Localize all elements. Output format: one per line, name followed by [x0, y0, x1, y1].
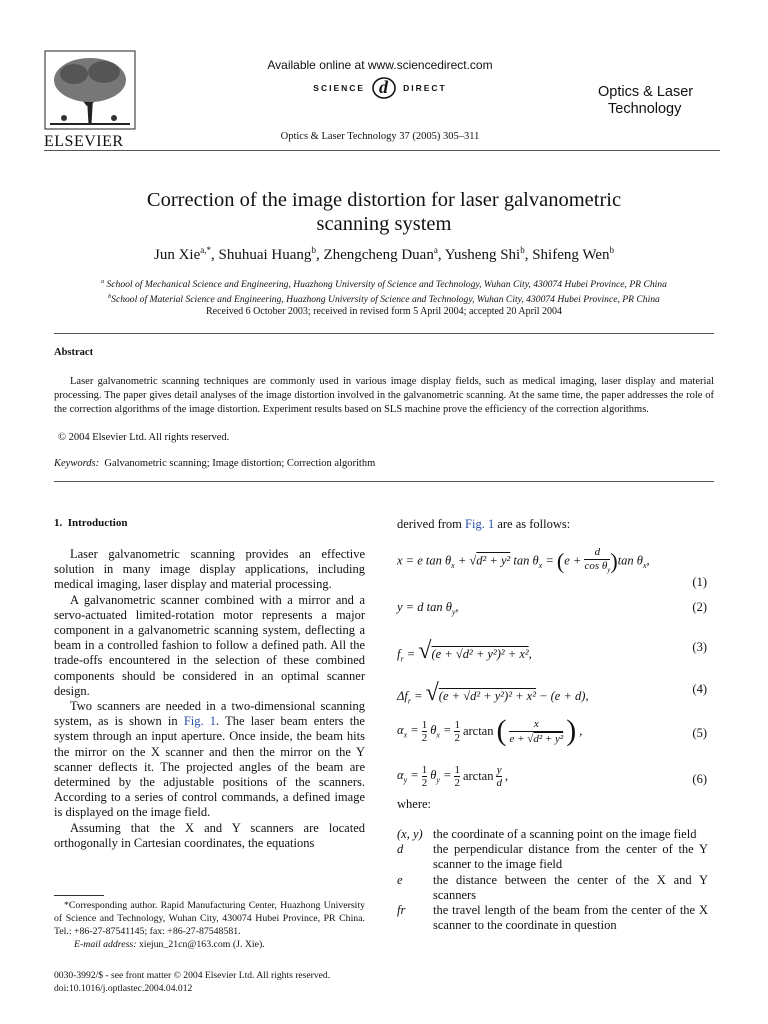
issn-line: 0030-3992/$ - see front matter © 2004 Elsevier Ltd. All rights reserved.: [54, 970, 331, 981]
intro-paragraph: Two scanners are needed in a two-dimensional scanning system, as is shown in Fig. 1. The laser beam enters the system through an input aperture. Once inside, the beam hits the mirror on the X scanner and then the mirror on the Y scanner deflects it. The projected angles of the beam are determined by the adjustable positions of the scanners. According to a series of control commands, a defined image is displayed on the image field.: [54, 699, 365, 820]
equation-number: (4): [692, 682, 707, 696]
equation-6: $\alpha_y$ = $\frac{1}{2}$ $\theta_y$ = $\frac{1}{2}$ arctan y d , (6): [397, 764, 707, 789]
direct-text: DIRECT: [403, 83, 447, 93]
equation-number: (5): [692, 726, 707, 740]
affiliations: [20, 276, 748, 306]
journal-citation: Optics & Laser Technology 37 (2005) 305–311: [280, 131, 480, 142]
fig1-link[interactable]: Fig. 1: [465, 517, 495, 531]
definition-item: [397, 873, 708, 903]
affiliation-b: $^b$School of Material Science and Engineering, Huazhong University of Science and Technology, Wuhan City, 430074 Hubei Province, PR China: [108, 294, 660, 306]
definition-text: the travel length of the beam from the center of the X scanner to the coordinate in question: [433, 903, 708, 933]
doi-line: doi:10.1016/j.optlastec.2004.04.012: [54, 983, 193, 994]
elsevier-logo: [44, 50, 136, 150]
definition-symbol: fr: [397, 903, 406, 918]
footnote: [54, 899, 365, 951]
abstract-heading: Abstract: [54, 347, 94, 358]
corresponding-author-note: *Corresponding author. Rapid Manufacturing Center, Huazhong University of Science and Technology, Wuhan City, 430074 Hubei Province, PR China. Tel.: +86-27-87541145; fax: +86-27-87548581.: [54, 900, 365, 937]
definition-text: the perpendicular distance from the center of the Y scanner to the image field: [433, 842, 708, 872]
abstract-rule-top: [54, 333, 714, 334]
journal-name-line2: Technology: [608, 101, 682, 117]
author: Jun Xie$^{a,*}$: [154, 245, 212, 263]
definition-item: [397, 842, 708, 872]
intro-paragraph: Laser galvanometric scanning provides an effective solution in many image display applications, including medical imaging, laser display and material processing.: [54, 547, 365, 592]
journal-name-line1: Optics & Laser: [598, 84, 694, 100]
affiliation-a: $^a$ School of Mechanical Science and Engineering, Huazhong University of Science and Technology, Wuhan City, 430074 Hubei Province, PR China: [101, 279, 667, 291]
keywords: [54, 457, 375, 471]
header-rule: [44, 150, 720, 151]
received-dates: Received 6 October 2003; received in revised form 5 April 2004; accepted 20 April 2004: [205, 306, 562, 317]
email-link[interactable]: xiejun_21cn@163.com (J. Xie).: [138, 939, 265, 950]
equation-number: (3): [692, 640, 707, 654]
science-text: SCIENCE: [313, 83, 366, 93]
abstract-copyright: © 2004 Elsevier Ltd. All rights reserved.: [58, 432, 230, 443]
where-label: where:: [397, 797, 432, 811]
footnote-rule: [54, 895, 104, 896]
intro-paragraph: Assuming that the X and Y scanners are located orthogonally in Cartesian coordinates, the equations: [54, 820, 365, 850]
equation-2: y = d $\tan \theta_y$, (2): [397, 600, 707, 617]
intro-paragraph: A galvanometric scanner combined with a mirror and a servo-actuated limited-rotation motor represents a major component in a galvanometric scanning system, deflecting a beam in a controlled fashion to follow a defined path. All the trade-offs encountered in the selection of these combined components should be considered in an optimal scanner design.: [54, 592, 365, 698]
equation-number: (6): [692, 772, 707, 786]
definitions-list: [397, 827, 708, 933]
sciencedirect-d-icon: [371, 76, 397, 100]
authors: Jun Xie$^{a,*}$, Shuhuai Huang$^b$, Zhengcheng Duan$^a$, Yusheng Shi$^b$, Shifeng Wen$^b$: [154, 245, 614, 263]
intro-body: [54, 547, 365, 851]
svg-text:d: d: [379, 77, 391, 97]
title-line2: scanning system: [316, 213, 452, 235]
definition-symbol: d: [397, 842, 404, 857]
available-online: Available online at www.sciencedirect.com: [267, 58, 493, 72]
email-line: E-mail address: xiejun_21cn@163.com (J. Xie).: [74, 939, 265, 950]
author: Shuhuai Huang$^b$: [218, 245, 316, 263]
derived-text: derived from Fig. 1 are as follows:: [397, 517, 571, 531]
article-title: [60, 188, 708, 236]
equation-1: x = e $\tan \theta_x + √d^2 + y^2$ $\tan \theta_x = (e$ + $\frac{d}{\cos \theta_y}$ )tan $\theta_x$, (1): [397, 546, 707, 589]
definition-text: the distance between the center of the X and Y scanners: [433, 872, 708, 902]
author: Yusheng Shi$^b$: [444, 245, 525, 263]
journal-name: [598, 84, 693, 118]
equation-number: (1): [692, 575, 707, 589]
definition-text: the coordinate of a scanning point on the image field: [433, 827, 697, 841]
definition-symbol: e: [397, 872, 403, 887]
footer-info: [54, 969, 330, 995]
definition-item: [397, 827, 708, 842]
fig1-link[interactable]: Fig. 1: [183, 714, 217, 729]
sciencedirect-logo: [230, 76, 530, 100]
equation-4: $\Delta f_r = √(e + √d^2 + y^2)^2 + x^2 - (e + d)$, (4): [397, 680, 707, 706]
publisher-name: ELSEVIER: [44, 133, 124, 150]
keywords-label: Keywords:: [54, 458, 100, 469]
intro-heading: 1. Introduction: [54, 517, 128, 529]
abstract-text: Laser galvanometric scanning techniques are commonly used in various image display fields, such as medical imaging, laser display and material processing. The paper gives detail analyses of the image distortion involved in the galvanometric scanning. At the same time, the paper addresses the role of the correction algorithms of the image distortion. Experiment results based on SLS machine prove the efficiency of the correction algorithms.: [54, 376, 714, 415]
author: Zhengcheng Duan$^a$: [323, 245, 438, 263]
equation-3: $f_r = √(e + √d^2 + y^2)^2 + x^2$, (3): [397, 638, 707, 664]
title-line1: Correction of the image distortion for laser galvanometric: [146, 189, 622, 211]
keywords-list: Galvanometric scanning; Image distortion; Correction algorithm: [104, 458, 376, 469]
definition-symbol: (x, y): [397, 827, 423, 841]
elsevier-tree-icon: [44, 50, 136, 130]
definition-item: [397, 903, 708, 933]
equation-5: $\alpha_x$ = $\frac{1}{2}$ $\theta_x$ = $\frac{1}{2}$ arctan ( x e + √d² + y² ) , (5): [397, 714, 707, 747]
author: Shifeng Wen$^b$: [532, 245, 614, 263]
equation-number: (2): [692, 600, 707, 614]
abstract-rule-bottom: [54, 481, 714, 482]
